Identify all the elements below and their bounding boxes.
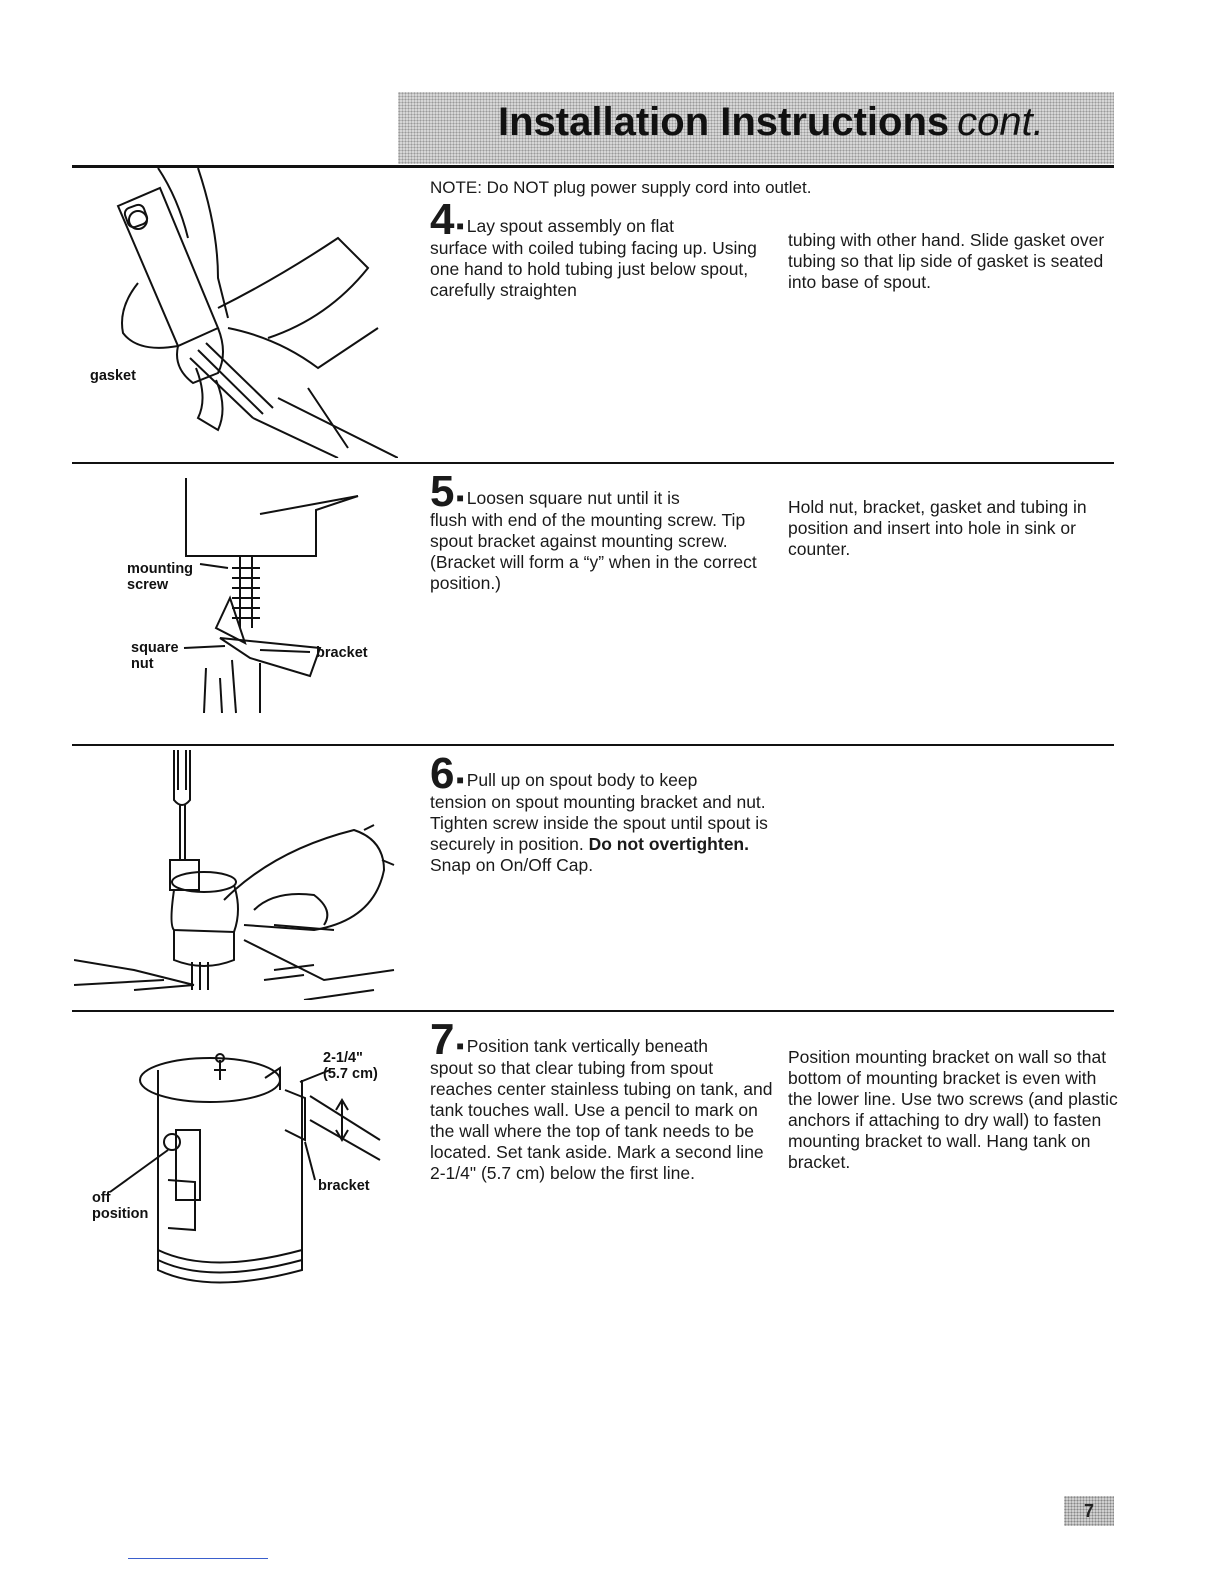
step4-number: 4	[430, 195, 455, 244]
divider-step5	[72, 462, 1114, 464]
label-position: position	[92, 1206, 149, 1222]
step7-number: 7	[430, 1015, 455, 1064]
divider-step6	[72, 744, 1114, 746]
step7-bullet: ■	[456, 1039, 464, 1053]
title-suffix: cont.	[957, 100, 1044, 144]
label-nut: nut	[131, 656, 154, 672]
step4-illustration	[78, 168, 398, 458]
step5-lead: Loosen square nut until it is	[466, 488, 680, 508]
step7-text: spout so that clear tubing from spout reaches center stainless tubing on tank, and tank touches wall. Use a pencil to mark on the wall where the top of tank needs to be located. Set tank aside. Mark a second line 2-1/4" (5.7 cm) below the first line.	[430, 1058, 773, 1183]
label-off-position	[92, 1190, 148, 1222]
step5-col1	[430, 467, 770, 594]
page-title	[498, 100, 1044, 145]
step6-lead: Pull up on spout body to keep	[466, 770, 698, 790]
step6-warning: Do not overtighten.	[588, 834, 749, 854]
step5-text: flush with end of the mounting screw. Tip spout bracket against mounting screw. (Bracket will form a “y” when in the correct position.)	[430, 510, 757, 593]
label-measure-imperial: 2-1/4"	[323, 1050, 363, 1066]
step7-lead: Position tank vertically beneath	[466, 1036, 708, 1056]
note-text: NOTE: Do NOT plug power supply cord into outlet.	[430, 178, 812, 197]
step5-bullet: ■	[456, 491, 464, 505]
divider-step7	[72, 1010, 1114, 1012]
step6-col1	[430, 749, 770, 876]
step7-col1	[430, 1015, 775, 1184]
label-square-nut	[131, 640, 179, 672]
label-square: square	[131, 640, 179, 656]
label-off: off	[92, 1190, 111, 1206]
label-mounting-screw	[127, 561, 193, 593]
title-text: Installation Instructions	[498, 100, 950, 144]
step5-col2: Hold nut, bracket, gasket and tubing in position and insert into hole in sink or counter.	[788, 497, 1087, 559]
step5-number: 5	[430, 467, 455, 516]
step6-illustration	[74, 750, 404, 1000]
step5-illustration	[120, 478, 380, 718]
step6-text-end: Snap on On/Off Cap.	[430, 855, 594, 875]
step4-col1	[430, 195, 770, 301]
label-measure	[323, 1050, 378, 1082]
page-number: 7	[1064, 1496, 1114, 1526]
label-bracket-step7: bracket	[318, 1178, 370, 1194]
step6-number: 6	[430, 749, 455, 798]
footer-underline	[128, 1558, 268, 1559]
label-screw: screw	[127, 577, 169, 593]
label-bracket-step5: bracket	[316, 645, 368, 661]
step7-col2: Position mounting bracket on wall so that bottom of mounting bracket is even with the lower line. Use two screws (and plastic anchors if attaching to dry wall) to fasten mounting bracket to wall. Hang tank on bracket.	[788, 1047, 1118, 1172]
step4-lead: Lay spout assembly on flat	[466, 216, 674, 236]
step6-bullet: ■	[456, 773, 464, 787]
label-measure-metric: (5.7 cm)	[323, 1066, 378, 1082]
step4-text: surface with coiled tubing facing up. Using one hand to hold tubing just below spout, carefully straighten	[430, 238, 757, 300]
step6-text: tension on spout mounting bracket and nut. Tighten screw inside the spout until spout is securely in position.	[430, 792, 768, 854]
step4-bullet: ■	[456, 219, 464, 233]
label-gasket: gasket	[90, 368, 136, 384]
step4-col2: tubing with other hand. Slide gasket over tubing so that lip side of gasket is seated into base of spout.	[788, 230, 1105, 292]
label-mounting: mounting	[127, 561, 194, 577]
